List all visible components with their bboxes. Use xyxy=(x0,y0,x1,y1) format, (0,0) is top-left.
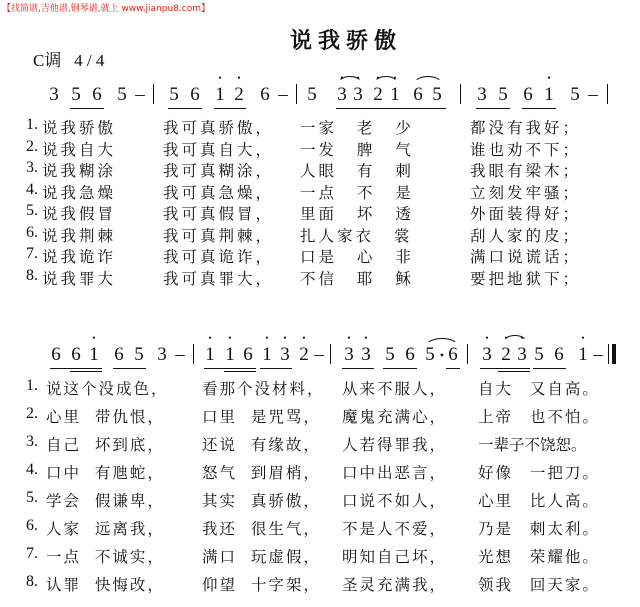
lyric: 口里 是咒骂， xyxy=(202,408,321,426)
lyric: 还说 有缘故， xyxy=(202,436,321,454)
note: 5 xyxy=(134,344,144,365)
augmentation-dot: • xyxy=(439,348,445,362)
lyric: 我可真骄傲， xyxy=(163,119,275,137)
lyric: 明知自己坏， xyxy=(342,548,448,566)
lyric: 谁也劝不下； xyxy=(470,140,582,159)
lyric: 我还 很生气， xyxy=(202,520,321,538)
notation-line-1 xyxy=(0,78,640,108)
note: 3 xyxy=(157,344,167,365)
lyric: 一辈子不饶恕。 xyxy=(478,436,587,454)
underline xyxy=(50,368,102,369)
note-high: • 2 xyxy=(500,344,512,366)
lyric: 立刻发牢骚； xyxy=(470,183,582,202)
underline xyxy=(204,368,256,369)
verse-number: 3. xyxy=(26,433,38,450)
lyric: 我可真罪大， xyxy=(163,269,275,288)
time-signature: 4 / 4 xyxy=(74,51,105,70)
dash: – xyxy=(314,344,324,365)
lyric: 学会 假谦卑， xyxy=(46,492,165,510)
note-high: • 3 xyxy=(481,344,493,366)
lyric: 不是人不爱， xyxy=(342,520,448,538)
dash: – xyxy=(593,344,603,365)
dash: – xyxy=(175,344,185,365)
verse-number: 8. xyxy=(26,573,38,590)
lyric: 满口说谎话； xyxy=(470,248,582,266)
verse-number: 5. xyxy=(26,202,38,219)
lyric: 心里 比人高。 xyxy=(478,492,600,510)
lyric: 仰望 十字架， xyxy=(202,576,321,594)
lyric: 自大 又自高。 xyxy=(478,380,600,398)
lyric: 好像 一把刀。 xyxy=(478,464,600,482)
lyric: 说我糊涂 xyxy=(42,162,117,180)
note: 6 xyxy=(554,344,564,365)
note: 6 xyxy=(190,84,200,105)
lyric: 我可真诡诈， xyxy=(163,248,275,266)
barline xyxy=(153,84,154,104)
lyric: 口中 有虺蛇， xyxy=(46,464,165,482)
site-watermark: 【找简谱,吉他谱,钢琴谱,就上 www.jianpu8.com】 xyxy=(2,4,211,14)
underline xyxy=(113,368,146,369)
note: 6 xyxy=(405,344,415,365)
note: 5 xyxy=(71,84,81,105)
lyric: 说我骄傲 xyxy=(42,119,117,137)
note-high: • 3 xyxy=(336,84,348,106)
lyric: 心里 带仇恨， xyxy=(46,408,165,426)
note: 6 xyxy=(114,344,124,365)
dash: – xyxy=(278,84,288,105)
underline xyxy=(70,108,104,109)
verse-number: 7. xyxy=(26,545,38,562)
lyric: 扎人家衣 裳 xyxy=(300,226,413,245)
lyric: 都没有我好； xyxy=(470,119,582,137)
underline xyxy=(533,368,566,369)
note: 6 xyxy=(243,344,253,365)
underline xyxy=(383,368,417,369)
barline xyxy=(296,84,297,104)
lyric: 说我诡诈 xyxy=(42,248,117,266)
note: 6 xyxy=(51,344,61,365)
underline-double xyxy=(498,371,530,372)
note: 5 xyxy=(425,344,435,365)
note: 3 xyxy=(49,84,59,105)
verse-number: 8. xyxy=(26,266,38,284)
dash: – xyxy=(135,84,145,105)
underline xyxy=(168,108,202,109)
note-high: • 2 xyxy=(372,84,384,106)
lyric: 口中出恶言， xyxy=(342,464,448,482)
lyric: 不信 耶 稣 xyxy=(300,269,414,288)
note-high: • 1 xyxy=(214,84,226,106)
note-high: • 1 xyxy=(204,344,216,366)
note-high: • 1 xyxy=(577,344,589,366)
lyric: 一发 脾 气 xyxy=(300,140,414,159)
verse-number: 5. xyxy=(26,489,38,506)
key-signature: C调 xyxy=(33,51,62,70)
note: 6 xyxy=(71,344,81,365)
lyric: 说我罪大 xyxy=(42,269,117,288)
lyric: 我眼有梁木； xyxy=(470,162,582,180)
note: 5 xyxy=(117,84,127,105)
note: 5 xyxy=(534,344,544,365)
note: 5 xyxy=(570,84,580,105)
underline xyxy=(476,108,510,109)
lyric: 一家 老 少 xyxy=(300,119,414,137)
note: 5 xyxy=(307,84,317,105)
underline xyxy=(446,368,460,369)
underline xyxy=(342,368,374,369)
lyric: 看那个没材料， xyxy=(202,380,325,398)
lyric: 魔鬼充满心， xyxy=(342,408,448,426)
lyric: 怒气 到眉梢， xyxy=(202,464,321,482)
lyric: 乃是 刺太利。 xyxy=(478,520,600,538)
notation-line-2 xyxy=(0,338,640,368)
final-barline-thick xyxy=(612,344,616,364)
note-high: • 1 xyxy=(389,84,401,106)
lyric: 人眼 有 刺 xyxy=(300,162,414,180)
verse-number: 7. xyxy=(26,245,38,262)
note: 3 xyxy=(477,84,487,105)
note-high: • 1 xyxy=(88,344,100,366)
note-high: • 2 xyxy=(298,344,310,366)
lyric: 里面 坏 透 xyxy=(300,205,414,223)
lyric: 圣灵充满我， xyxy=(342,576,448,594)
underline-double xyxy=(70,371,102,372)
lyric: 光想 荣耀他。 xyxy=(478,548,600,566)
note-high: • 1 xyxy=(261,344,273,366)
underline xyxy=(214,108,246,109)
underline xyxy=(260,368,292,369)
note-high: • 3 xyxy=(360,344,372,366)
note: 6 xyxy=(413,84,423,105)
note-high: • 3 xyxy=(279,344,291,366)
note-high: • 3 xyxy=(343,344,355,366)
underline xyxy=(480,368,530,369)
lyric: 人若得罪我， xyxy=(342,436,448,454)
lyric: 其实 真骄傲， xyxy=(202,492,321,510)
slur xyxy=(425,338,459,347)
lyric: 我可真自大， xyxy=(163,140,275,159)
verse-number: 2. xyxy=(26,405,38,422)
note: 6 xyxy=(448,344,458,365)
note-high: • 1 xyxy=(224,344,236,366)
verse-number: 2. xyxy=(26,137,38,155)
lyric: 我可真急燥， xyxy=(163,183,275,202)
lyric: 说我荆棘 xyxy=(42,226,117,245)
lyric: 人家 远离我， xyxy=(46,520,165,538)
underline xyxy=(336,108,446,109)
barline xyxy=(193,344,194,364)
note-high: • 2 xyxy=(233,84,245,106)
barline xyxy=(467,344,468,364)
note: 5 xyxy=(498,84,508,105)
barline xyxy=(607,84,608,104)
lyric: 口是 心 非 xyxy=(300,248,414,266)
verse-number: 4. xyxy=(26,180,38,198)
dash: – xyxy=(588,84,598,105)
lyric: 认罪 快悔改， xyxy=(46,576,165,594)
lyric: 说我假冒 xyxy=(42,205,117,223)
verse-number: 3. xyxy=(26,159,38,176)
verse-number: 1. xyxy=(26,116,38,133)
lyric: 我可真糊涂， xyxy=(163,162,275,180)
lyric: 从来不服人， xyxy=(342,380,448,398)
lyric: 说这个没成色， xyxy=(46,380,169,398)
verse-number: 1. xyxy=(26,377,38,394)
note-high: • 3 xyxy=(352,84,364,106)
lyric: 我可真荆棘， xyxy=(163,226,275,245)
note: 6 xyxy=(92,84,102,105)
lyric: 自己 坏到底， xyxy=(46,436,165,454)
lyric: 外面装得好； xyxy=(470,205,582,223)
lyric: 领我 回天家。 xyxy=(478,576,600,594)
lyric: 说我急燥 xyxy=(42,183,117,202)
note-high: • 3 xyxy=(516,344,528,366)
lyric: 我可真假冒， xyxy=(163,205,275,223)
lyric: 刮人家的皮； xyxy=(470,226,582,245)
final-barline-thin xyxy=(608,344,609,364)
note: 5 xyxy=(169,84,179,105)
note-high: • 1 xyxy=(543,84,555,106)
lyric: 上帝 也不怕。 xyxy=(478,408,600,426)
lyric: 一点 不 是 xyxy=(300,183,414,202)
note: 5 xyxy=(385,344,395,365)
underline xyxy=(522,108,556,109)
verse-number: 6. xyxy=(26,517,38,534)
note: 5 xyxy=(432,84,442,105)
note: 6 xyxy=(523,84,533,105)
lyric: 口说不如人， xyxy=(342,492,448,510)
barline xyxy=(460,84,461,104)
barline xyxy=(330,344,331,364)
song-title: 说我骄傲 xyxy=(290,29,403,54)
note: 6 xyxy=(260,84,270,105)
lyric: 要把地狱下； xyxy=(470,269,582,288)
lyric: 说我自大 xyxy=(42,140,117,159)
lyric: 满口 玩虚假， xyxy=(202,548,321,566)
lyric: 一点 不诚实， xyxy=(46,548,165,566)
verse-number: 6. xyxy=(26,223,38,241)
underline-double xyxy=(224,371,256,372)
key-time-signature xyxy=(33,46,104,71)
verse-number: 4. xyxy=(26,461,38,478)
slur xyxy=(413,76,443,85)
